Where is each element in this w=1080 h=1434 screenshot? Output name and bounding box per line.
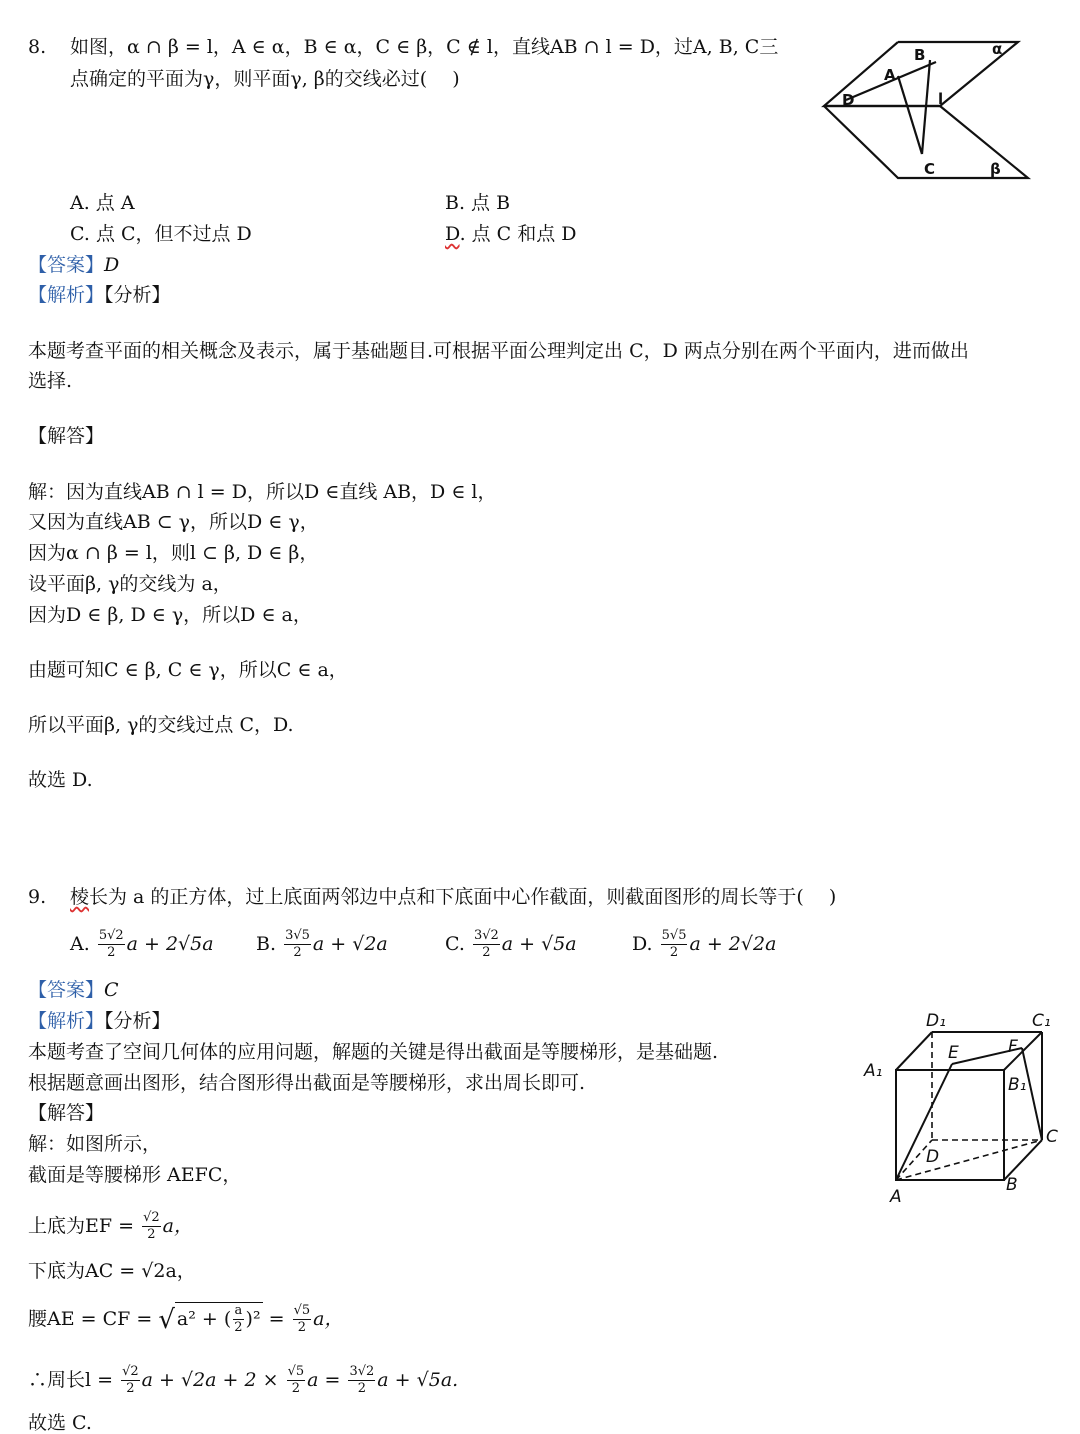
q8-answer-value: D xyxy=(104,254,120,276)
q9-solution-line: 解：如图所示， xyxy=(28,1133,162,1155)
q9-waist-eq: = xyxy=(262,1307,291,1330)
q9-waist-frac xyxy=(293,1303,312,1337)
q8-label-C: C xyxy=(924,160,936,178)
frac-denominator: 2 xyxy=(293,945,302,961)
q9-per-mid1: a + √2a + 2 × xyxy=(141,1368,285,1391)
q9-option-a-frac xyxy=(98,928,125,962)
q9-label-C1: C₁ xyxy=(1032,1011,1051,1031)
frac-numerator: √2 xyxy=(121,1364,140,1381)
q9-option-b-tail: a + √2a xyxy=(312,932,388,955)
q9-per-frac2 xyxy=(287,1364,306,1398)
q9-upper-frac xyxy=(142,1210,161,1244)
q8-solution-line: 由题可知C ∈ β, C ∈ γ，所以C ∈ a， xyxy=(28,659,348,681)
q9-option-d xyxy=(632,928,776,962)
frac-numerator: √5 xyxy=(293,1303,312,1320)
q9-option-d-label: D. xyxy=(632,932,653,955)
q8-option-d-letter: D xyxy=(445,223,460,245)
frac-denominator: 2 xyxy=(297,1320,306,1336)
q9-stem-text: 长为 a 的正方体，过上底面两邻边中点和下底面中心作截面，则截面图形的周长等于( ) xyxy=(89,886,837,908)
q9-option-b xyxy=(256,928,388,962)
frac-numerator: √2 xyxy=(142,1210,161,1227)
frac-numerator: 3√5 xyxy=(284,928,311,945)
q9-stem-first-char: 棱 xyxy=(70,886,90,908)
q9-answer-value: C xyxy=(104,979,119,1001)
frac-numerator: 3√2 xyxy=(473,928,500,945)
frac-numerator: 3√2 xyxy=(348,1364,375,1381)
q8-stem-line1: 如图，α ∩ β = l，A ∈ α，B ∈ α，C ∈ β，C ∉ l，直线AB ∩ l = D，过A, B, C三 xyxy=(70,36,779,58)
q9-upper-suffix: a， xyxy=(162,1214,193,1237)
q9-option-a-label: A. xyxy=(70,932,90,955)
q9-lower-base: 下底为AC = √2a， xyxy=(28,1260,196,1282)
q9-answer-tag: 【答案】 xyxy=(28,979,105,1001)
q9-number: 9. xyxy=(28,886,47,908)
q9-upper-prefix: 上底为EF = xyxy=(28,1214,141,1237)
q9-fenxi-tag: 【分析】 xyxy=(104,1010,171,1032)
q9-label-C: C xyxy=(1046,1127,1058,1147)
q9-upper-base xyxy=(28,1210,193,1244)
frac-denominator: 2 xyxy=(357,1381,367,1397)
q8-solution-line: 因为α ∩ β = l，则l ⊂ β, D ∈ β， xyxy=(28,542,319,564)
q8-solution-final: 故选 D. xyxy=(28,769,93,791)
q8-label-alpha: α xyxy=(992,40,1003,58)
frac-denominator: 2 xyxy=(291,1381,300,1397)
q9-waist-suffix: a， xyxy=(313,1307,344,1330)
frac-denominator: 2 xyxy=(147,1227,156,1243)
frac-numerator: √5 xyxy=(287,1364,306,1381)
q8-label-B: B xyxy=(914,46,926,64)
q9-label-A1: A₁ xyxy=(864,1061,883,1081)
q9-option-c-label: C. xyxy=(445,932,465,955)
q9-answer xyxy=(28,981,119,1000)
q9-label-E: E xyxy=(948,1043,959,1063)
q9-perimeter xyxy=(28,1364,458,1398)
q9-figure-cube xyxy=(860,1006,1070,1206)
q8-solution-line: 设平面β, γ的交线为 a， xyxy=(28,573,232,595)
q8-option-c: C. 点 C，但不过点 D xyxy=(70,223,252,245)
frac-numerator: a xyxy=(233,1303,243,1320)
q8-fenxi-tag: 【分析】 xyxy=(104,284,171,306)
q9-analysis-line1: 本题考查了空间几何体的应用问题，解题的关键是得出截面是等腰梯形，是基础题. xyxy=(28,1041,719,1063)
q9-analysis-head xyxy=(28,1012,171,1031)
q8-answer xyxy=(28,256,119,275)
q9-per-frac3 xyxy=(348,1364,375,1398)
q8-label-A: A xyxy=(884,66,896,84)
frac-numerator: 5√2 xyxy=(98,928,125,945)
q9-option-d-frac xyxy=(661,928,688,962)
q9-label-A: A xyxy=(890,1187,902,1206)
q9-per-frac1 xyxy=(121,1364,140,1398)
q9-stem xyxy=(70,888,836,907)
q8-label-D: D xyxy=(842,91,855,109)
sqrt-icon: √ xyxy=(158,1304,175,1335)
q9-option-c-tail: a + √5a xyxy=(501,932,577,955)
q8-analysis-line2: 选择. xyxy=(28,370,73,392)
q9-solution-line: 截面是等腰梯形 AEFC， xyxy=(28,1164,242,1186)
q9-label-B1: B₁ xyxy=(1008,1075,1027,1095)
frac-denominator: 2 xyxy=(126,1381,135,1397)
q8-option-d-text: . 点 C 和点 D xyxy=(459,223,577,245)
q8-label-l: l xyxy=(938,90,944,108)
q9-option-a xyxy=(70,928,214,962)
q8-analysis-head xyxy=(28,286,171,305)
q8-solution-line: 因为D ∈ β, D ∈ γ，所以D ∈ a， xyxy=(28,604,312,626)
q9-final: 故选 C. xyxy=(28,1412,92,1434)
q9-label-B: B xyxy=(1006,1175,1018,1195)
q8-label-beta: β xyxy=(990,160,1001,178)
q9-label-D: D xyxy=(926,1147,940,1167)
q8-analysis-tag: 【解析】 xyxy=(28,284,105,306)
q8-answer-tag: 【答案】 xyxy=(28,254,105,276)
q9-per-mid2: a = xyxy=(307,1368,347,1391)
q8-jieda-tag: 【解答】 xyxy=(28,425,105,447)
q9-waist-inner-a: a² + ( xyxy=(176,1307,232,1330)
q8-stem-line2: 点确定的平面为γ，则平面γ, β的交线必过( ) xyxy=(70,68,460,90)
q9-per-tail: a + √5a. xyxy=(377,1368,459,1391)
q8-solution-line: 又因为直线AB ⊂ γ，所以D ∈ γ， xyxy=(28,511,319,533)
q9-jieda-tag: 【解答】 xyxy=(28,1102,105,1124)
frac-denominator: 2 xyxy=(234,1320,243,1336)
q9-waist-inner-frac xyxy=(233,1303,243,1337)
q9-waist-prefix: 腰AE = CF = xyxy=(28,1307,159,1330)
q8-solution-line: 所以平面β, γ的交线过点 C，D. xyxy=(28,714,294,736)
q9-analysis-line2: 根据题意画出图形，结合图形得出截面是等腰梯形，求出周长即可. xyxy=(28,1072,586,1094)
q8-number: 8. xyxy=(28,36,47,58)
frac-denominator: 2 xyxy=(482,945,491,961)
frac-denominator: 2 xyxy=(669,945,679,961)
q9-label-F: F xyxy=(1008,1037,1018,1057)
q8-solution-line: 解：因为直线AB ∩ l = D，所以D ∈直线 AB，D ∈ l， xyxy=(28,481,497,503)
q9-option-b-label: B. xyxy=(256,932,277,955)
q9-per-prefix: ∴周长l = xyxy=(28,1368,120,1391)
q8-analysis-line1: 本题考查平面的相关概念及表示，属于基础题目.可根据平面公理判定出 C，D 两点分别在两个平面内，进而做出 xyxy=(28,340,969,362)
q8-option-a: A. 点 A xyxy=(70,192,135,214)
q9-option-b-frac xyxy=(284,928,311,962)
q9-option-c xyxy=(445,928,577,962)
q9-option-c-frac xyxy=(473,928,500,962)
q9-waist xyxy=(28,1302,343,1337)
frac-numerator: 5√5 xyxy=(661,928,688,945)
q9-option-a-tail: a + 2√5a xyxy=(126,932,214,955)
q8-option-b: B. 点 B xyxy=(445,192,511,214)
q8-option-d xyxy=(445,225,577,244)
q9-waist-inner-b: )² xyxy=(245,1307,261,1330)
q9-label-D1: D₁ xyxy=(926,1011,946,1031)
frac-denominator: 2 xyxy=(107,945,116,961)
q9-waist-radicand xyxy=(175,1302,263,1337)
q8-figure-planes xyxy=(818,36,1038,184)
q9-analysis-tag: 【解析】 xyxy=(28,1010,105,1032)
q9-option-d-tail: a + 2√2a xyxy=(689,932,777,955)
